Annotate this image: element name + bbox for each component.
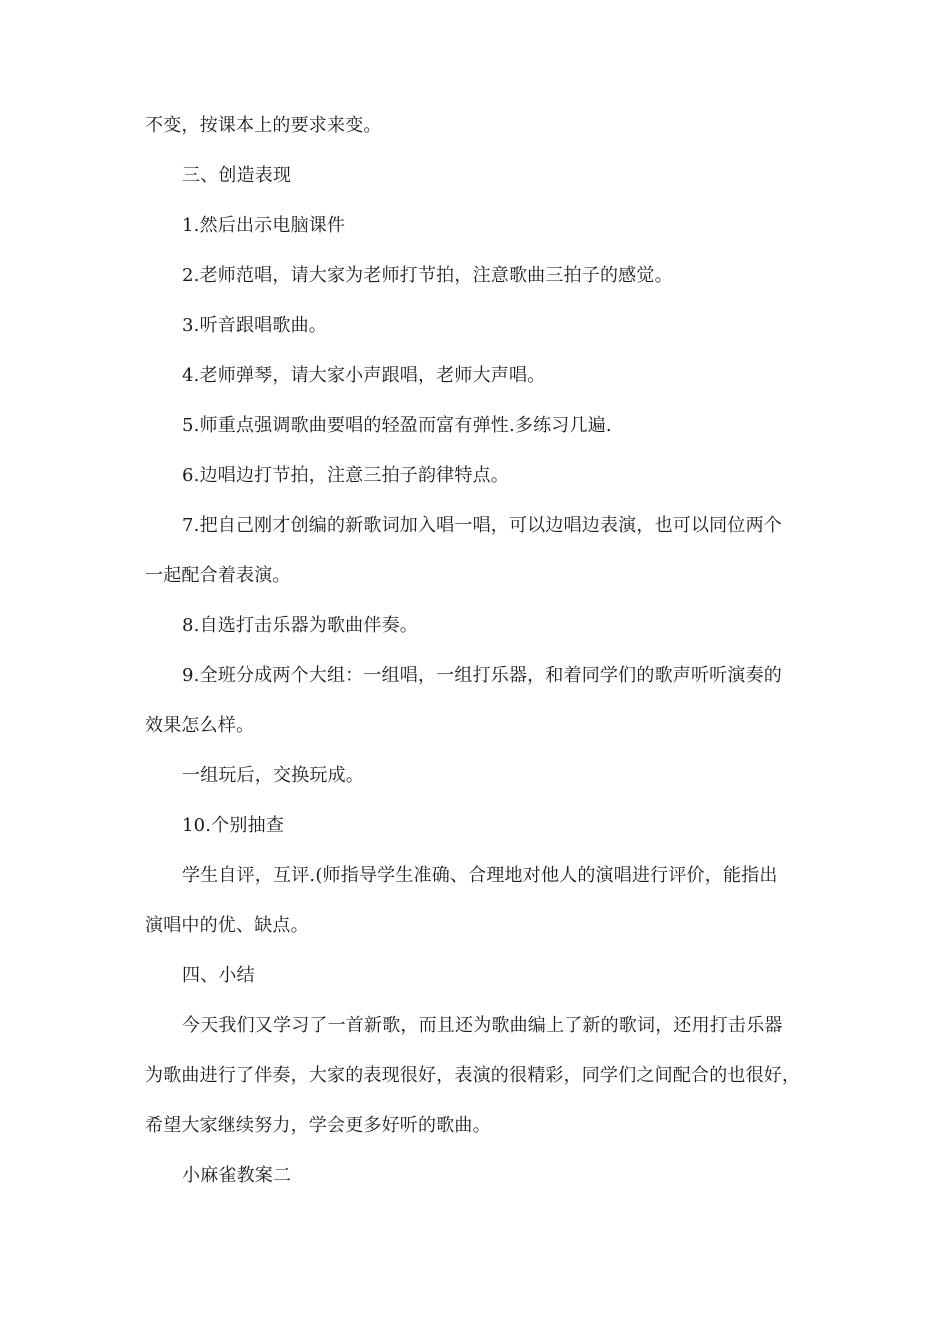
step-2: 2.老师范唱，请大家为老师打节拍，注意歌曲三拍子的感觉。 [182, 265, 673, 286]
step-9-continued: 效果怎么样。 [145, 715, 255, 736]
summary-paragraph-line-2: 为歌曲进行了伴奏，大家的表现很好，表演的很精彩，同学们之间配合的也很好， [145, 1065, 801, 1086]
step-9: 9.全班分成两个大组：一组唱，一组打乐器，和着同学们的歌声听听演奏的 [182, 665, 782, 686]
step-8: 8.自选打击乐器为歌曲伴奏。 [182, 615, 418, 636]
step-7: 7.把自己刚才创编的新歌词加入唱一唱，可以边唱边表演，也可以同位两个 [182, 515, 782, 536]
section-heading-summary: 四、小结 [182, 965, 255, 986]
step-7-continued: 一起配合着表演。 [145, 565, 291, 586]
step-3: 3.听音跟唱歌曲。 [182, 315, 327, 336]
step-10: 10.个别抽查 [182, 815, 285, 836]
step-6: 6.边唱边打节拍，注意三拍子韵律特点。 [182, 465, 509, 486]
step-5: 5.师重点强调歌曲要唱的轻盈而富有弹性.多练习几遍. [182, 415, 612, 436]
summary-paragraph: 今天我们又学习了一首新歌，而且还为歌曲编上了新的歌词，还用打击乐器 [182, 1015, 783, 1036]
evaluation-paragraph: 学生自评，互评.(师指导学生准确、合理地对他人的演唱进行评价，能指出 [182, 865, 778, 886]
lesson-plan-two-title: 小麻雀教案二 [182, 1165, 292, 1186]
step-4: 4.老师弹琴，请大家小声跟唱，老师大声唱。 [182, 365, 546, 386]
evaluation-paragraph-continued: 演唱中的优、缺点。 [145, 915, 309, 936]
text-line-1: 不变，按课本上的要求来变。 [145, 115, 382, 136]
step-1: 1.然后出示电脑课件 [182, 215, 346, 236]
summary-paragraph-line-3: 希望大家继续努力，学会更多好听的歌曲。 [145, 1115, 491, 1136]
section-heading-creative-performance: 三、创造表现 [182, 165, 292, 186]
step-9-note: 一组玩后，交换玩成。 [182, 765, 364, 786]
